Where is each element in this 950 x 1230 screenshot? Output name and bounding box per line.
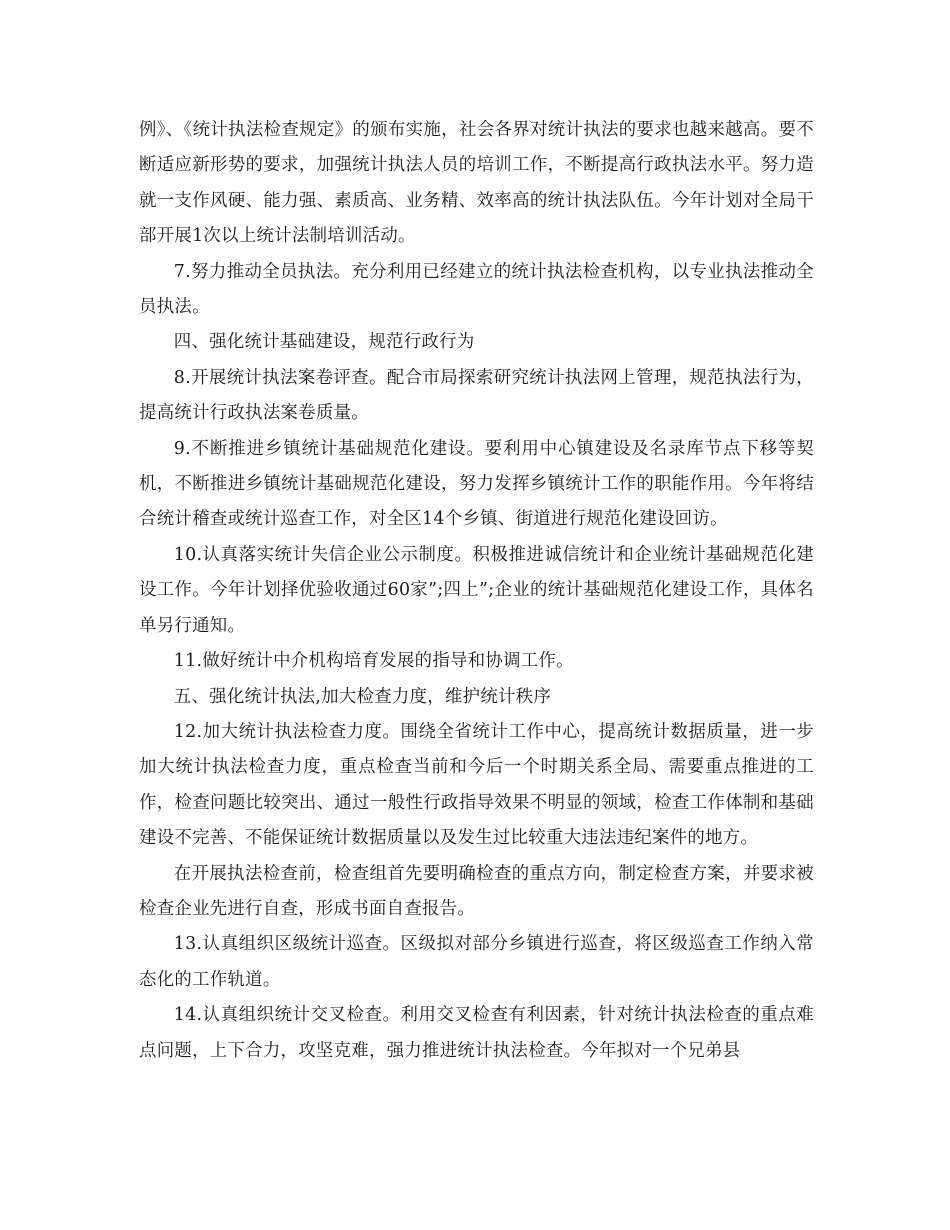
paragraph: 在开展执法检查前，检查组首先要明确检查的重点方向，制定检查方案，并要求被检查企业先进行自查，形成书面自查报告。 xyxy=(139,863,814,919)
paragraph-item-10: 10.认真落实统计失信企业公示制度。积极推进诚信统计和企业统计基础规范化建设工作。今年计划择优验收通过60家”;四上”;企业的统计基础规范化建设工作，具体名单另行通知。 xyxy=(139,544,814,636)
paragraph-item-8: 8.开展统计执法案卷评查。配合市局探索研究统计执法网上管理，规范执法行为，提高统计行政执法案卷质量。 xyxy=(139,367,814,424)
paragraph-item-11: 11.做好统计中介机构培育发展的指导和协调工作。 xyxy=(173,651,574,672)
document-body xyxy=(139,113,814,1069)
section-heading-4: 四、强化统计基础建设，规范行政行为 xyxy=(173,332,475,353)
paragraph-item-7: 7.努力推动全员执法。充分利用已经建立的统计执法检查机构，以专业执法推动全员执法。 xyxy=(139,261,814,318)
paragraph-item-9: 9.不断推进乡镇统计基础规范化建设。要利用中心镇建设及名录库节点下移等契机，不断推进乡镇统计基础规范化建设，努力发挥乡镇统计工作的职能作用。今年将结合统计稽查或统计巡查工作，对全区14个乡镇、街道进行规范化建设回访。 xyxy=(139,438,814,530)
paragraph-item-12: 12.加大统计执法检查力度。围绕全省统计工作中心，提高统计数据质量，进一步加大统计执法检查力度，重点检查当前和今后一个时期关系全局、需要重点推进的工作，检查问题比较突出、通过一般性行政指导效果不明显的领域，检查工作体制和基础建设不完善、不能保证统计数据质量以及发生过比较重大违法违纪案件的地方。 xyxy=(139,721,814,849)
paragraph: 例》、《统计执法检查规定》的颁布实施，社会各界对统计执法的要求也越来越高。要不断适应新形势的要求，加强统计执法人员的培训工作，不断提高行政执法水平。努力造就一支作风硬、能力强、素质高、业务精、效率高的统计执法队伍。今年计划对全局干部开展1次以上统计法制培训活动。 xyxy=(139,120,814,247)
paragraph-item-13: 13.认真组织区级统计巡查。区级拟对部分乡镇进行巡查，将区级巡查工作纳入常态化的工作轨道。 xyxy=(139,934,814,990)
paragraph-item-14: 14.认真组织统计交叉检查。利用交叉检查有利因素，针对统计执法检查的重点难点问题，上下合力，攻坚克难，强力推进统计执法检查。今年拟对一个兄弟县 xyxy=(139,1005,814,1061)
section-heading-5: 五、强化统计执法,加大检查力度，维护统计秩序 xyxy=(173,686,552,707)
